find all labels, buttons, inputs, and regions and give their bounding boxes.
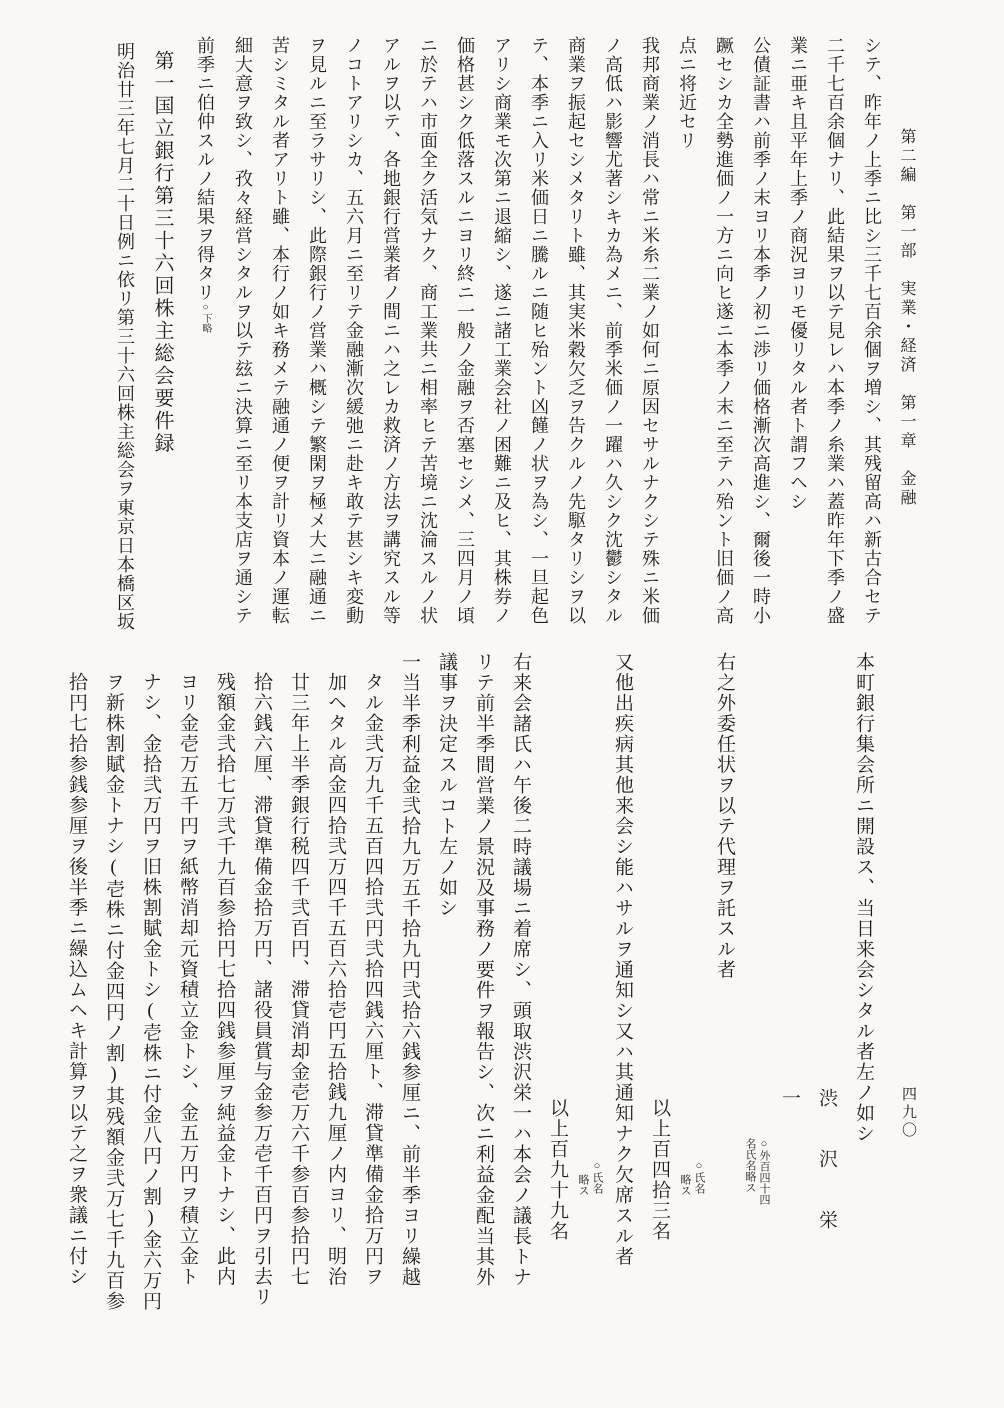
text-column: 我邦商業ノ消長ハ常ニ米糸二業ノ如何ニ原因セサルナクシテ殊ニ米価 — [640, 36, 660, 625]
resolution-item-column: 残額金弐拾七万弐千九百参拾円七拾四銭参厘ヲ純益金トナシ、此内 — [214, 672, 235, 1287]
resolution-item-column: ヨリ金壱万五千円ヲ紙幣消却元資積立金トシ、金五万円ヲ積立金ト — [177, 672, 198, 1287]
text-column: 二千七百余個ナリ、此結果ヲ以テ見レハ本季ノ糸業ハ蓋昨年下季ノ盛 — [825, 36, 845, 625]
text-column: アリシ商業モ次第ニ退縮シ、遂ニ諸工業会社ノ困難ニ及ヒ、其株券ノ — [492, 36, 512, 625]
resolution-item-column: 一当半季利益金弐拾九万五千拾九円弐拾六銭参厘ニ、前半季ヨリ繰越 — [399, 652, 420, 1288]
text-run: 前季ニ伯仲スルノ結果ヲ得タリ — [195, 36, 215, 302]
text-column: 商業ヲ振起セシメタリト雖、其実米穀欠乏ヲ告クルノ先駆タリシヲ以 — [566, 36, 586, 625]
text-column: 右之外委任状ヲ以テ代理ヲ託スル者 — [714, 652, 735, 980]
text-column: 本町銀行集会所ニ開設ス、当日来会シタル者左ノ如シ — [853, 652, 874, 1144]
text-column: 価格甚シク低落スルニヨリ終ニ一般ノ金融ヲ否塞セシメ、三四月ノ頃 — [455, 36, 475, 625]
text-column: ニ於テハ市面全ク活気ナク、商工業共ニ相率ヒテ苦境ニ沈淪スルノ状 — [418, 36, 438, 625]
note-line-right: ○外百四十四 — [758, 1138, 770, 1205]
note-line-right: ○氏名 — [591, 1160, 603, 1194]
omitted-names-note — [743, 652, 771, 1316]
text-column: 議事ヲ決定スルコト左ノ如シ — [436, 652, 457, 919]
text-column: アルヲ以テ、各地銀行営業者ノ間ニハ之レカ救済ノ方法ヲ講究スル等 — [381, 36, 401, 625]
resolution-item-column: 拾六銭六厘、滞貸準備金拾万円、諸役員賞与金参万壱千百円ヲ引去リ — [251, 672, 272, 1308]
text-column: ノコトアリシカ、五六月ニ至リテ金融漸次緩弛ニ赴キ敢テ甚シキ変動 — [344, 36, 364, 625]
text-column: 業ニ亜キ且平年上季ノ商況ヨリモ優リタル者ト謂フヘシ — [788, 36, 808, 511]
text-column: テ、本季ニ入リ米価日ニ騰ルニ随ヒ殆ント凶饉ノ状ヲ為シ、一旦起色 — [529, 36, 549, 625]
omitted-names-note — [576, 652, 604, 1316]
text-column: シテ、昨年ノ上季ニ比シ三千七百余個ヲ増シ、其残留高ハ新古合セテ — [862, 36, 882, 625]
page-number: 四九〇 — [900, 1086, 916, 1140]
date-column: 明治廿三年七月二十日例ニ依リ第三十六回株主総会ヲ東京日本橋区坂 — [115, 42, 135, 631]
note-line-right: ○氏名 — [693, 1160, 705, 1194]
resolution-item-column: ヲ新株割賦金トナシ(壱株ニ付金四円ノ割)其残額金弐万七千九百参 — [103, 672, 124, 1312]
resolution-item-column: タル金弐万九千五百四拾弐円弐拾四銭六厘ト、滞貸準備金拾万円ヲ — [362, 672, 383, 1287]
section-title: 第一国立銀行第三十六回株主総会要件録 — [151, 50, 173, 455]
resolution-item-column: 廿三年上半季銀行税四千弐百円、滞貸消却金壱万六千参百参拾円七 — [288, 672, 309, 1287]
text-column: ノ高低ハ影響尤著シキカ為メニ、前季米価ノ一躍ハ久シク沈鬱シタル — [603, 36, 623, 625]
running-header: 第二編 第一部 実業・経済 第一章 金融 — [898, 128, 915, 508]
text-column: リテ前半季間営業ノ景況及事務ノ要件ヲ報告シ、次ニ利益金配当其外 — [473, 652, 494, 1288]
text-column: 細大意ヲ致シ、孜々経営シタルヲ以テ玆ニ決算ニ至リ本支店ヲ通シテ — [233, 36, 253, 625]
resolution-item-column: 加ヘタル高金四拾弐万四千五百六拾壱円五拾銭九厘ノ内ヨリ、明治 — [325, 672, 346, 1287]
text-column: ヲ見ルニ至ラサリシ、此際銀行ノ営業ハ概シテ繁閑ヲ極メ大ニ融通ニ — [307, 36, 327, 625]
text-column: 右来会諸氏ハ午後二時議場ニ着席シ、頭取渋沢栄一ハ本会ノ議長トナ — [510, 652, 531, 1288]
resolution-item-column: 拾円七拾参銭参厘ヲ後半季ニ繰込ムヘキ計算ヲ以テ之ヲ衆議ニ付シ — [66, 672, 87, 1287]
text-column: 蹶セシカ全勢進価ノ一方ニ向ヒ遂ニ本季ノ末ニ至テハ殆ント旧価ノ高 — [714, 36, 734, 625]
text-column: 苦シミタル者アリト雖、本行ノ如キ務メテ融通ノ便ヲ計リ資本ノ運転 — [270, 36, 290, 625]
text-column: 又他出疾病其他来会シ能ハサルヲ通知シ又ハ其通知ナク欠席スル者 — [612, 652, 633, 1267]
omission-note: ○下略 — [200, 302, 211, 333]
text-column — [186, 36, 224, 632]
bottom-text-block — [58, 652, 882, 1316]
attendee-count: 以上百九十九名 — [547, 1098, 568, 1242]
attendee-name: 渋沢栄一 — [779, 1088, 837, 1271]
text-column: 公債証書ハ前季ノ末ヨリ本季ノ初ニ渉リ価格漸次高進シ、爾後一時小 — [751, 36, 771, 625]
note-line-left: 略ス — [577, 1174, 589, 1196]
text-column: 点ニ将近セリ — [677, 36, 697, 150]
note-line-left: 名氏名略ス — [744, 1138, 756, 1193]
omitted-names-note — [678, 652, 706, 1316]
top-text-block — [106, 36, 890, 632]
attendee-count: 以上百四拾三名 — [649, 1098, 670, 1242]
note-line-left: 略ス — [679, 1174, 691, 1196]
resolution-item-column: ナシ、金拾弐万円ヲ旧株割賦金トシ(壱株ニ付金八円ノ割)金六万円 — [140, 672, 161, 1312]
